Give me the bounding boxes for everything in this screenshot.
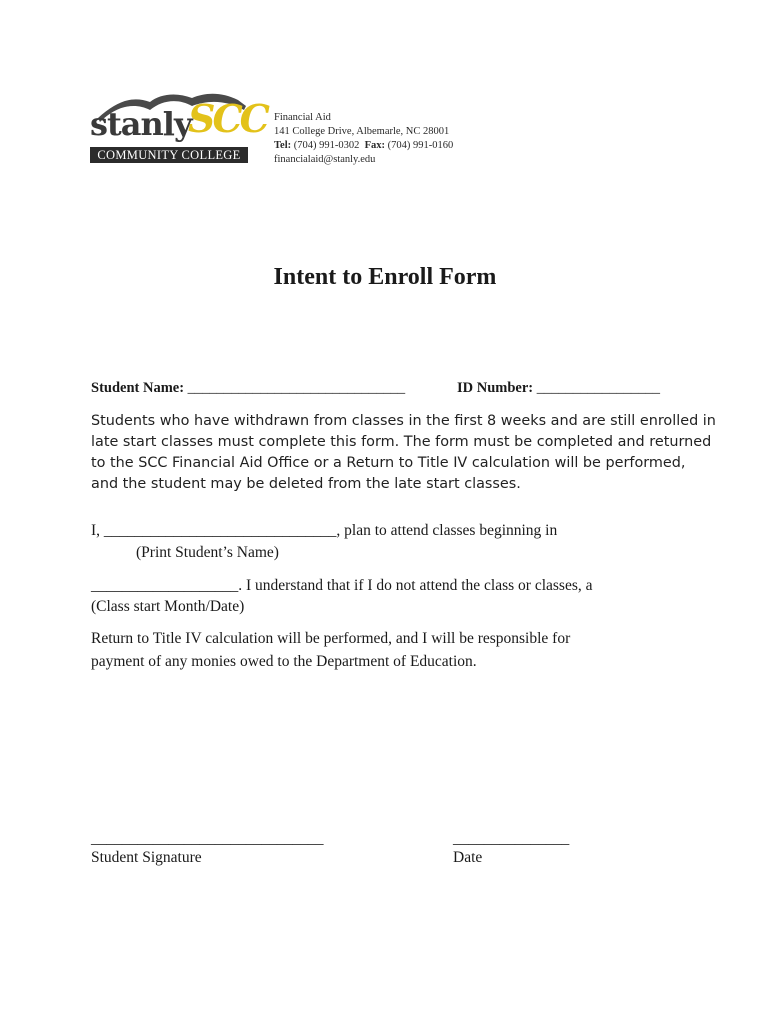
stanly-community-college-logo bbox=[88, 90, 267, 166]
instructions-line: and the student may be deleted from the late start classes. bbox=[91, 476, 521, 492]
student-name-field[interactable]: ______________________________ bbox=[187, 380, 406, 396]
office-address: 141 College Drive, Albemarle, NC 28001 bbox=[274, 126, 450, 137]
logo-bar-text: COMMUNITY COLLEGE bbox=[90, 147, 248, 163]
student-name-row bbox=[91, 380, 405, 397]
instructions-line: Students who have withdrawn from classes in the first 8 weeks and are still enrolled in bbox=[91, 413, 716, 429]
logo-initials: SCC bbox=[188, 96, 267, 141]
contact-block bbox=[274, 111, 453, 167]
page-title: Intent to Enroll Form bbox=[273, 264, 497, 290]
name-caption: (Print Student’s Name) bbox=[136, 544, 279, 561]
email-link[interactable]: financialaid@stanly.edu bbox=[274, 154, 376, 165]
student-name-label: Student Name: bbox=[91, 380, 185, 396]
signature-field[interactable]: ______________________________ bbox=[91, 830, 324, 847]
id-number-row bbox=[457, 380, 660, 397]
date-caption: (Class start Month/Date) bbox=[91, 598, 245, 615]
logo-wordmark: stanly bbox=[90, 105, 192, 143]
fax-label: Fax: bbox=[364, 140, 386, 151]
statement-date-line[interactable]: ___________________. I understand that if I do not attend the class or classes, a bbox=[91, 577, 593, 594]
fax-number: (704) 991-0160 bbox=[387, 140, 454, 151]
instructions-paragraph bbox=[91, 411, 716, 495]
id-number-label: ID Number: bbox=[457, 380, 534, 396]
id-number-field[interactable]: _________________ bbox=[536, 380, 660, 396]
statement-name-line[interactable]: I, ______________________________, plan to attend classes beginning in bbox=[91, 522, 558, 539]
date-label: Date bbox=[453, 849, 483, 866]
instructions-line: to the SCC Financial Aid Office or a Return to Title IV calculation will be performed, bbox=[91, 455, 686, 471]
tel-label: Tel: bbox=[274, 140, 292, 151]
signature-label: Student Signature bbox=[91, 849, 202, 866]
office-name: Financial Aid bbox=[274, 112, 331, 123]
instructions-line: late start classes must complete this form. The form must be completed and returned bbox=[91, 434, 712, 450]
date-field[interactable]: _______________ bbox=[453, 830, 570, 847]
tel-number: (704) 991-0302 bbox=[293, 140, 360, 151]
phone-fax-line bbox=[274, 139, 453, 153]
statement-line-4: payment of any monies owed to the Department of Education. bbox=[91, 653, 477, 670]
statement-line-3: Return to Title IV calculation will be performed, and I will be responsible for bbox=[91, 630, 571, 647]
